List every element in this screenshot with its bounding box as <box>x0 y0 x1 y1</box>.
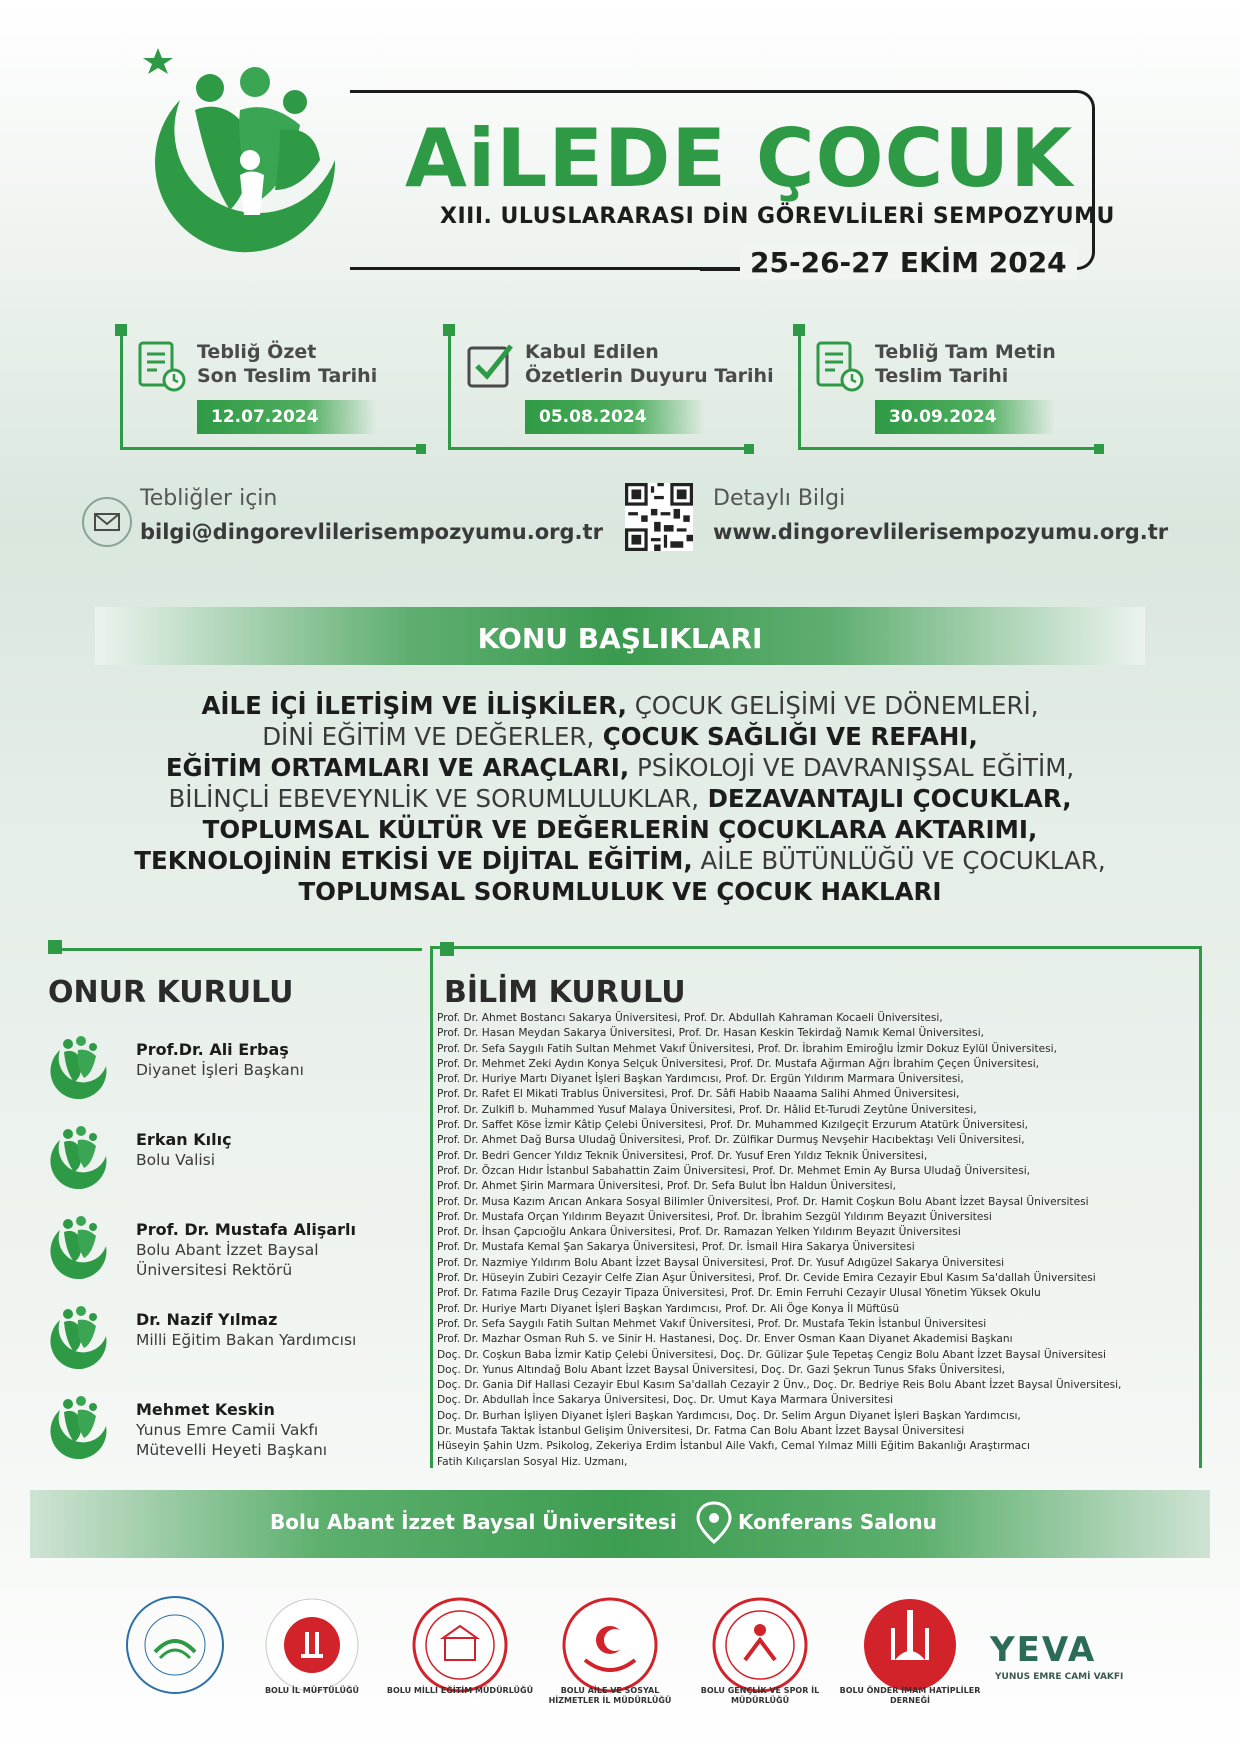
deadline-card-1 <box>120 332 420 450</box>
footer-logo-caption: BOLU MİLLİ EĞİTİM MÜDÜRLÜĞÜ <box>386 1686 534 1695</box>
bilim-member-line: Prof. Dr. Hüseyin Zubiri Cezayir Celfe Zian Aşur Üniversitesi, Prof. Dr. Cevide Emira Cezayir Ebul Kasım Sa'dallah Üniversitesi <box>437 1272 1096 1285</box>
card-corner <box>793 324 805 336</box>
deadline-label: Kabul Edilen Özetlerin Duyuru Tarihi <box>525 341 774 387</box>
deadline-date: 05.08.2024 <box>525 400 705 434</box>
topic-item: ÇOCUK GELİŞİMİ VE DÖNEMLERİ, <box>626 691 1039 720</box>
member-title: Yunus Emre Camii Vakfı Mütevelli Heyeti Başkanı <box>136 1421 328 1459</box>
deadline-date: 12.07.2024 <box>197 400 377 434</box>
bilim-member-line: Doç. Dr. Abdullah İnce Sakarya Üniversitesi, Doç. Dr. Umut Kaya Marmara Üniversitesi <box>437 1394 894 1407</box>
location-pin-icon <box>694 1500 734 1546</box>
topic-item: AİLE İÇİ İLETİŞİM VE İLİŞKİLER, <box>201 691 627 720</box>
onur-marker <box>48 940 62 954</box>
topic-line <box>60 814 1180 845</box>
email-link[interactable]: bilgi@dingorevlilerisempozyumu.org.tr <box>140 520 603 544</box>
bilim-member-line: Doç. Dr. Yunus Altındağ Bolu Abant İzzet Baysal Üniversitesi, Doç. Dr. Gazi Şekrun Tunus Sfaks Üniversitesi, <box>437 1363 1006 1376</box>
bilim-member-line: Prof. Dr. Saffet Köse İzmir Kâtip Çelebi Üniversitesi, Prof. Dr. Muhammed Kızılgeçit Erzurum Atatürk Üniversitesi, <box>437 1119 1029 1132</box>
email-label: Tebliğler için <box>140 486 278 511</box>
document-clock-icon <box>137 340 187 394</box>
member-title: Bolu Valisi <box>136 1151 216 1169</box>
bilim-member-line: Prof. Dr. Zulkifl b. Muhammed Yusuf Malaya Üniversitesi, Prof. Dr. Hâlid Et-Turudi Zeytûne Üniversitesi, <box>437 1103 977 1116</box>
member-logo-icon <box>48 1300 112 1372</box>
footer-logo-caption: BOLU ÖNDER İMAM HATİPLİLER DERNEĞİ <box>839 1686 981 1705</box>
bilim-kurulu-list <box>437 1011 1197 1470</box>
footer-logo-caption: BOLU AİLE VE SOSYAL HİZMETLER İL MÜDÜRLÜĞÜ <box>548 1686 672 1705</box>
bilim-member-line: Prof. Dr. Ahmet Bostancı Sakarya Üniversitesi, Prof. Dr. Abdullah Kahraman Kocaeli Üniversitesi, <box>437 1012 943 1024</box>
topic-line <box>60 783 1180 814</box>
web-link[interactable]: www.dingorevlilerisempozyumu.org.tr <box>713 520 1169 544</box>
document-clock-icon <box>815 340 865 394</box>
yeva-subtitle: YUNUS EMRE CAMİ VAKFI <box>995 1672 1124 1682</box>
topic-item: DEZAVANTAJLI ÇOCUKLAR, <box>699 784 1072 813</box>
topic-item: ÇOCUK SAĞLIĞI VE REFAHI, <box>594 722 978 751</box>
bilim-member-line: Doç. Dr. Coşkun Baba İzmir Katip Çelebi Üniversitesi, Doç. Dr. Gülizar Şule Tepetaş Cengiz Bolu Abant İzzet Baysal Üniversitesi <box>437 1348 1106 1361</box>
deadline-card-3 <box>798 332 1098 450</box>
ailede-cocuk-logo-icon <box>140 40 355 285</box>
bilim-member-line: Prof. Dr. Mehmet Zeki Aydın Konya Selçuk Üniversitesi, Prof. Dr. Mustafa Ağırman Ağrı İbrahim Çeçen Üniversitesi, <box>437 1057 1040 1070</box>
bilim-member-line: Prof. Dr. Sefa Saygılı Fatih Sultan Mehmet Vakıf Üniversitesi, Prof. Dr. Mustafa Tekin İstanbul Üniversitesi <box>437 1317 987 1330</box>
onur-member <box>48 1390 428 1470</box>
topic-item: TEKNOLOJİNİN ETKİSİ VE DİJİTAL EĞİTİM, <box>134 846 693 875</box>
imam-hatip-association-logo-icon <box>855 1590 965 1700</box>
member-title: Diyanet İşleri Başkanı <box>136 1061 304 1079</box>
bilim-member-line: Doç. Dr. Burhan İşliyen Diyanet İşleri Başkan Yardımcısı, Doç. Dr. Selim Argun Diyanet İşleri Başkan Yardımcısı, <box>437 1409 1021 1422</box>
venue-hall: Konferans Salonu <box>738 1510 937 1534</box>
bilim-member-line: Prof. Dr. Huriye Martı Diyanet İşleri Başkan Yardımcısı, Prof. Dr. Ergün Yıldırım Marmara Üniversitesi, <box>437 1073 964 1086</box>
member-logo-icon <box>48 1210 112 1282</box>
member-logo-icon <box>48 1030 112 1102</box>
bilim-member-line: Prof. Dr. Ahmet Dağ Bursa Uludağ Üniversitesi, Prof. Dr. Zülfikar Durmuş Nevşehir Hacıbektaşı Veli Üniversitesi, <box>437 1134 1025 1147</box>
qr-code-icon[interactable] <box>625 483 693 551</box>
member-name: Erkan Kılıç <box>136 1130 232 1149</box>
topics-title: KONU BAŞLIKLARI <box>477 622 763 655</box>
deadline-label: Tebliğ Tam Metin Teslim Tarihi <box>875 341 1056 387</box>
bilim-member-line: Prof. Dr. Musa Kazım Arıcan Ankara Sosyal Bilimler Üniversitesi, Prof. Dr. Hamit Coşkun Bolu Abant İzzet Baysal Üniversitesi <box>437 1195 1089 1208</box>
bilim-member-line: Prof. Dr. Mustafa Kemal Şan Sakarya Üniversitesi, Prof. Dr. İsmail Hira Sakarya Üniversitesi <box>437 1241 915 1254</box>
mufti-office-logo-icon <box>257 1590 367 1700</box>
onur-kurulu-title: ONUR KURULU <box>48 975 294 1010</box>
footer-logo-caption: BOLU GENÇLİK VE SPOR İL MÜDÜRLÜĞÜ <box>700 1686 820 1705</box>
member-name: Prof.Dr. Ali Erbaş <box>136 1040 289 1059</box>
topics-list <box>60 690 1180 907</box>
bilim-member-line: Prof. Dr. Bedri Gencer Yıldız Teknik Üniversitesi, Prof. Dr. Yusuf Eren Yıldız Teknik Üniversitesi, <box>437 1149 928 1162</box>
onur-member <box>48 1300 428 1380</box>
page-title: AiLEDE ÇOCUK <box>405 112 1074 205</box>
onur-member <box>48 1120 428 1200</box>
deadline-date: 30.09.2024 <box>875 400 1055 434</box>
card-corner <box>416 444 426 454</box>
bilim-member-line: Prof. Dr. Fatıma Fazile Druş Cezayir Tipaza Üniversitesi, Prof. Dr. Emin Ferruhi Cezayir Ulusal Yönetim Yüksek Okulu <box>437 1287 1041 1300</box>
bilim-member-line: Doç. Dr. Gania Dif Hallasi Cezayir Ebul Kasım Sa'dallah Cezayir 2 Ünv., Doç. Dr. Bedriye Reis Bolu Abant İzzet Baysal Üniversitesi, <box>437 1379 1122 1392</box>
member-logo-icon <box>48 1120 112 1192</box>
page-subtitle: XIII. ULUSLARARASI DİN GÖREVLİLERİ SEMPOZYUMU <box>440 204 1115 229</box>
bilim-kurulu-title: BİLİM KURULU <box>444 975 686 1010</box>
member-title: Milli Eğitim Bakan Yardımcısı <box>136 1331 357 1349</box>
topic-item: AİLE BÜTÜNLÜĞÜ VE ÇOCUKLAR, <box>692 846 1106 875</box>
bilim-member-line: Prof. Dr. Mustafa Orçan Yıldırım Beyazıt Üniversitesi, Prof. Dr. İbrahim Sezgül Yıldırım Beyazıt Üniversitesi <box>437 1210 992 1223</box>
member-title: Bolu Abant İzzet Baysal Üniversitesi Rektörü <box>136 1241 319 1279</box>
bilim-member-line: Prof. Dr. Mazhar Osman Ruh S. ve Sinir H. Hastanesi, Doç. Dr. Enver Osman Kaan Diyanet Akademisi Başkanı <box>437 1333 1013 1346</box>
topic-item: TOPLUMSAL KÜLTÜR VE DEĞERLERİN ÇOCUKLARA AKTARIMI, <box>202 815 1038 844</box>
university-seal-icon <box>120 1590 230 1700</box>
topic-item: DİNİ EĞİTİM VE DEĞERLER, <box>262 722 595 751</box>
topic-line <box>60 752 1180 783</box>
bilim-member-line: Prof. Dr. İhsan Çapcıoğlu Ankara Üniversitesi, Prof. Dr. Ramazan Yelken Yıldırım Beyazıt Üniversitesi <box>437 1226 961 1239</box>
bilim-member-line: Prof. Dr. Rafet El Mikati Trablus Üniversitesi, Prof. Dr. Sâfi Habib Naaama Salihi Ahmed Üniversitesi, <box>437 1088 960 1101</box>
education-directorate-logo-icon <box>405 1590 515 1700</box>
family-services-logo-icon <box>555 1590 665 1700</box>
topic-line <box>60 876 1180 907</box>
date-divider <box>700 268 740 271</box>
bilim-member-line: Prof. Dr. Ahmet Şirin Marmara Üniversitesi, Prof. Dr. Sefa Bulut İbn Haldun Üniversitesi, <box>437 1180 896 1193</box>
event-dates: 25-26-27 EKİM 2024 <box>740 246 1077 279</box>
topic-line <box>60 690 1180 721</box>
bilim-member-line: Prof. Dr. Nazmiye Yıldırım Bolu Abant İzzet Baysal Üniversitesi, Prof. Dr. Yusuf Adıgüzel Sakarya Üniversitesi <box>437 1256 1005 1269</box>
bilim-member-line: Prof. Dr. Sefa Saygılı Fatih Sultan Mehmet Vakıf Üniversitesi, Prof. Dr. İbrahim Emiroğlu İzmir Dokuz Eylül Üniversitesi, <box>437 1042 1057 1055</box>
youth-sports-logo-icon <box>705 1590 815 1700</box>
bilim-member-line: Hüseyin Şahin Uzm. Psikolog, Zekeriya Erdim İstanbul Aile Vakfı, Cemal Yılmaz Milli Eğitim Bakanlığı Araştırmacı <box>437 1440 1030 1453</box>
topic-item: BİLİNÇLİ EBEVEYNLİK VE SORUMLULUKLAR, <box>168 784 700 813</box>
card-corner <box>115 324 127 336</box>
topic-line <box>60 845 1180 876</box>
card-corner <box>443 324 455 336</box>
bilim-member-line: Prof. Dr. Huriye Martı Diyanet İşleri Başkan Yardımcısı, Prof. Dr. Ali Öge Konya İl Müftüsü <box>437 1302 900 1315</box>
topic-item: EĞİTİM ORTAMLARI VE ARAÇLARI, <box>165 753 630 782</box>
bilim-member-line: Prof. Dr. Özcan Hıdır İstanbul Sabahattin Zaim Üniversitesi, Prof. Dr. Mehmet Emin Ay Bursa Uludağ Üniversitesi, <box>437 1164 1031 1177</box>
bilim-marker <box>440 942 454 956</box>
mail-icon <box>82 497 132 547</box>
topic-item: PSİKOLOJİ VE DAVRANIŞSAL EĞİTİM, <box>629 753 1075 782</box>
card-corner <box>1094 444 1104 454</box>
web-label: Detaylı Bilgi <box>713 486 846 511</box>
footer-logo-caption: BOLU İL MÜFTÜLÜĞÜ <box>264 1686 360 1695</box>
bilim-member-line: Prof. Dr. Hasan Meydan Sakarya Üniversitesi, Prof. Dr. Hasan Keskin Tekirdağ Namık Kemal Üniversitesi, <box>437 1027 985 1040</box>
checkbox-check-icon <box>465 340 515 394</box>
bilim-member-line: Dr. Mustafa Taktak İstanbul Gelişim Üniversitesi, Dr. Fatma Can Bolu Abant İzzet Baysal Üniversitesi <box>437 1425 965 1438</box>
card-corner <box>744 444 754 454</box>
yeva-logo: YEVA <box>990 1630 1097 1670</box>
deadline-label: Tebliğ Özet Son Teslim Tarihi <box>197 341 378 387</box>
venue-university: Bolu Abant İzzet Baysal Üniversitesi <box>270 1510 677 1534</box>
member-name: Mehmet Keskin <box>136 1400 275 1419</box>
deadline-card-2 <box>448 332 774 450</box>
member-logo-icon <box>48 1390 112 1462</box>
bilim-member-line: Fatih Kılıçarslan Sosyal Hiz. Uzmanı, <box>437 1455 628 1468</box>
member-name: Dr. Nazif Yılmaz <box>136 1310 278 1329</box>
onur-member <box>48 1030 428 1110</box>
member-name: Prof. Dr. Mustafa Alişarlı <box>136 1220 357 1239</box>
topic-line <box>60 721 1180 752</box>
onur-member <box>48 1210 428 1290</box>
topic-item: TOPLUMSAL SORUMLULUK VE ÇOCUK HAKLARI <box>298 877 942 906</box>
onur-divider <box>52 948 422 951</box>
